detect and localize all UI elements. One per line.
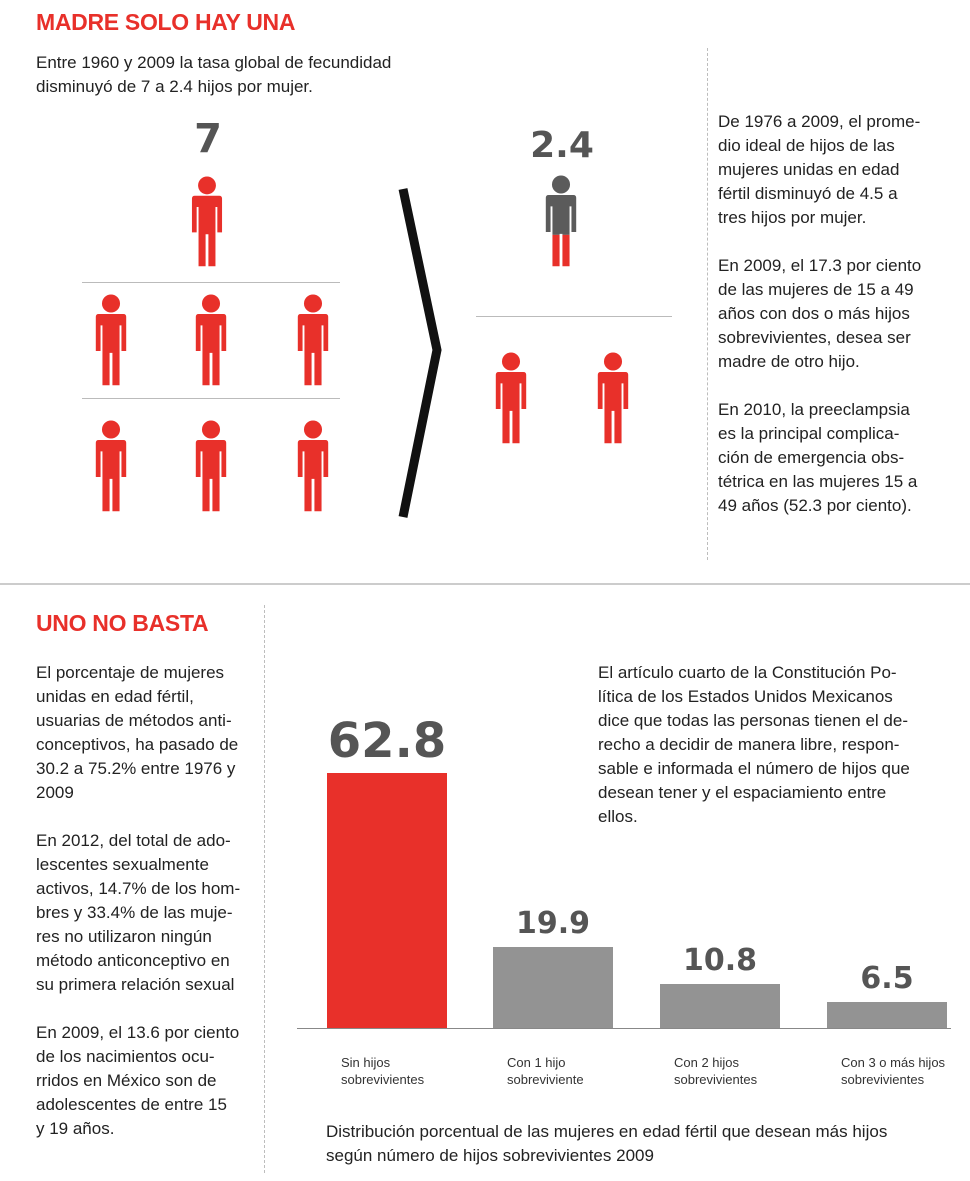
text-line: y 19 años.: [36, 1119, 115, 1138]
chart-title: [326, 1120, 966, 1168]
category-label: [507, 1054, 647, 1088]
category-label-line: Sin hijos: [341, 1055, 391, 1070]
chevron-right-icon: [395, 185, 455, 520]
text-line: De 1976 a 2009, el prome-: [718, 112, 921, 131]
text-line: En 2012, del total de ado-: [36, 831, 231, 850]
text-line: conceptivos, ha pasado de: [36, 735, 239, 754]
section-title-uno-no-basta: UNO NO BASTA: [36, 610, 209, 636]
side-paragraph: [718, 398, 958, 518]
person-icon: [192, 420, 230, 515]
text-line: años con dos o más hijos: [718, 304, 910, 323]
text-line: El porcentaje de mujeres: [36, 663, 225, 682]
category-label-line: sobrevivientes: [341, 1072, 425, 1087]
text-line: El artículo cuarto de la Constitución Po-: [598, 663, 897, 682]
bar-value-label: 6.5: [860, 961, 914, 996]
text-line: bres y 33.4% de las muje-: [36, 903, 233, 922]
left-number-seven: 7: [194, 116, 222, 162]
person-icon: [92, 294, 130, 389]
text-line: de las mujeres de 15 a 49: [718, 280, 914, 299]
person-icon: [92, 420, 130, 515]
right-number-2-4: 2.4: [530, 125, 594, 166]
text-line: sable e informada el número de hijos que: [598, 759, 910, 778]
divider-line: [476, 316, 672, 317]
intro-line: Entre 1960 y 2009 la tasa global de fecundidad: [36, 53, 392, 72]
bar: [827, 1002, 947, 1028]
vertical-separator: [264, 605, 265, 1173]
category-label-line: Con 2 hijos: [674, 1055, 740, 1070]
person-icon: [294, 420, 332, 515]
bar: [493, 947, 613, 1028]
category-label-line: sobrevivientes: [841, 1072, 925, 1087]
category-label: [341, 1054, 481, 1088]
intro-line: disminuyó de 7 a 2.4 hijos por mujer.: [36, 77, 313, 96]
bar: [327, 773, 447, 1028]
text-line: usuarias de métodos anti-: [36, 711, 232, 730]
text-line: unidas en edad fértil,: [36, 687, 194, 706]
bar: [660, 984, 780, 1028]
divider-line: [82, 282, 340, 283]
text-line: desean tener y el espaciamiento entre: [598, 783, 887, 802]
section-title-madre: MADRE SOLO HAY UNA: [36, 9, 296, 35]
text-line: res no utilizaron ningún: [36, 927, 212, 946]
category-label-line: Con 1 hijo: [507, 1055, 566, 1070]
category-label-line: sobrevivientes: [674, 1072, 758, 1087]
partial-person-icon: [542, 175, 580, 270]
left-paragraph: [36, 1021, 262, 1141]
category-label: [674, 1054, 814, 1088]
side-paragraph: [718, 254, 958, 374]
text-line: rridos en México son de: [36, 1071, 217, 1090]
section2-left-text: [36, 661, 262, 1141]
text-line: tétrica en las mujeres 15 a: [718, 472, 918, 491]
text-line: En 2010, la preeclampsia: [718, 400, 910, 419]
text-line: ción de emergencia obs-: [718, 448, 905, 467]
text-line: madre de otro hijo.: [718, 352, 860, 371]
text-line: 30.2 a 75.2% entre 1976 y: [36, 759, 236, 778]
constitution-text: [598, 661, 958, 829]
bar-value-label: 19.9: [515, 906, 591, 941]
text-line: sobrevivientes, desea ser: [718, 328, 911, 347]
person-icon: [192, 294, 230, 389]
bar-value-label: 62.8: [327, 713, 447, 769]
text-line: adolescentes de entre 15: [36, 1095, 227, 1114]
person-icon: [594, 352, 632, 447]
person-icon: [492, 352, 530, 447]
chart-title-line: Distribución porcentual de las mujeres en edad fértil que desean más hijos: [326, 1122, 888, 1141]
text-line: su primera relación sexual: [36, 975, 235, 994]
text-line: lítica de los Estados Unidos Mexicanos: [598, 687, 893, 706]
chart-title-line: según número de hijos sobrevivientes 2009: [326, 1146, 654, 1165]
text-line: En 2009, el 13.6 por ciento: [36, 1023, 240, 1042]
person-icon: [188, 176, 226, 270]
text-line: activos, 14.7% de los hom-: [36, 879, 241, 898]
text-line: dice que todas las personas tienen el de-: [598, 711, 908, 730]
text-line: tres hijos por mujer.: [718, 208, 867, 227]
text-line: método anticonceptivo en: [36, 951, 230, 970]
vertical-separator: [707, 48, 708, 560]
category-label-line: Con 3 o más hijos: [841, 1055, 946, 1070]
text-line: 2009: [36, 783, 74, 802]
section1-side-text: [718, 110, 958, 518]
text-line: mujeres unidas en edad: [718, 160, 900, 179]
category-label: [841, 1054, 970, 1088]
text-line: es la principal complica-: [718, 424, 900, 443]
text-line: ellos.: [598, 807, 638, 826]
text-line: de los nacimientos ocu-: [36, 1047, 215, 1066]
section-divider: [0, 583, 970, 585]
text-line: dio ideal de hijos de las: [718, 136, 895, 155]
text-line: lescentes sexualmente: [36, 855, 209, 874]
section1-intro: [36, 51, 456, 99]
left-paragraph: [36, 829, 262, 997]
left-paragraph: [36, 661, 262, 805]
category-label-line: sobreviviente: [507, 1072, 584, 1087]
text-line: fértil disminuyó de 4.5 a: [718, 184, 898, 203]
side-paragraph: [718, 110, 958, 230]
bar-value-label: 10.8: [682, 943, 758, 978]
person-icon: [294, 294, 332, 389]
text-line: recho a decidir de manera libre, respon-: [598, 735, 900, 754]
divider-line: [82, 398, 340, 399]
text-line: En 2009, el 17.3 por ciento: [718, 256, 922, 275]
chart-baseline: [297, 1028, 951, 1029]
text-line: 49 años (52.3 por ciento).: [718, 496, 912, 515]
